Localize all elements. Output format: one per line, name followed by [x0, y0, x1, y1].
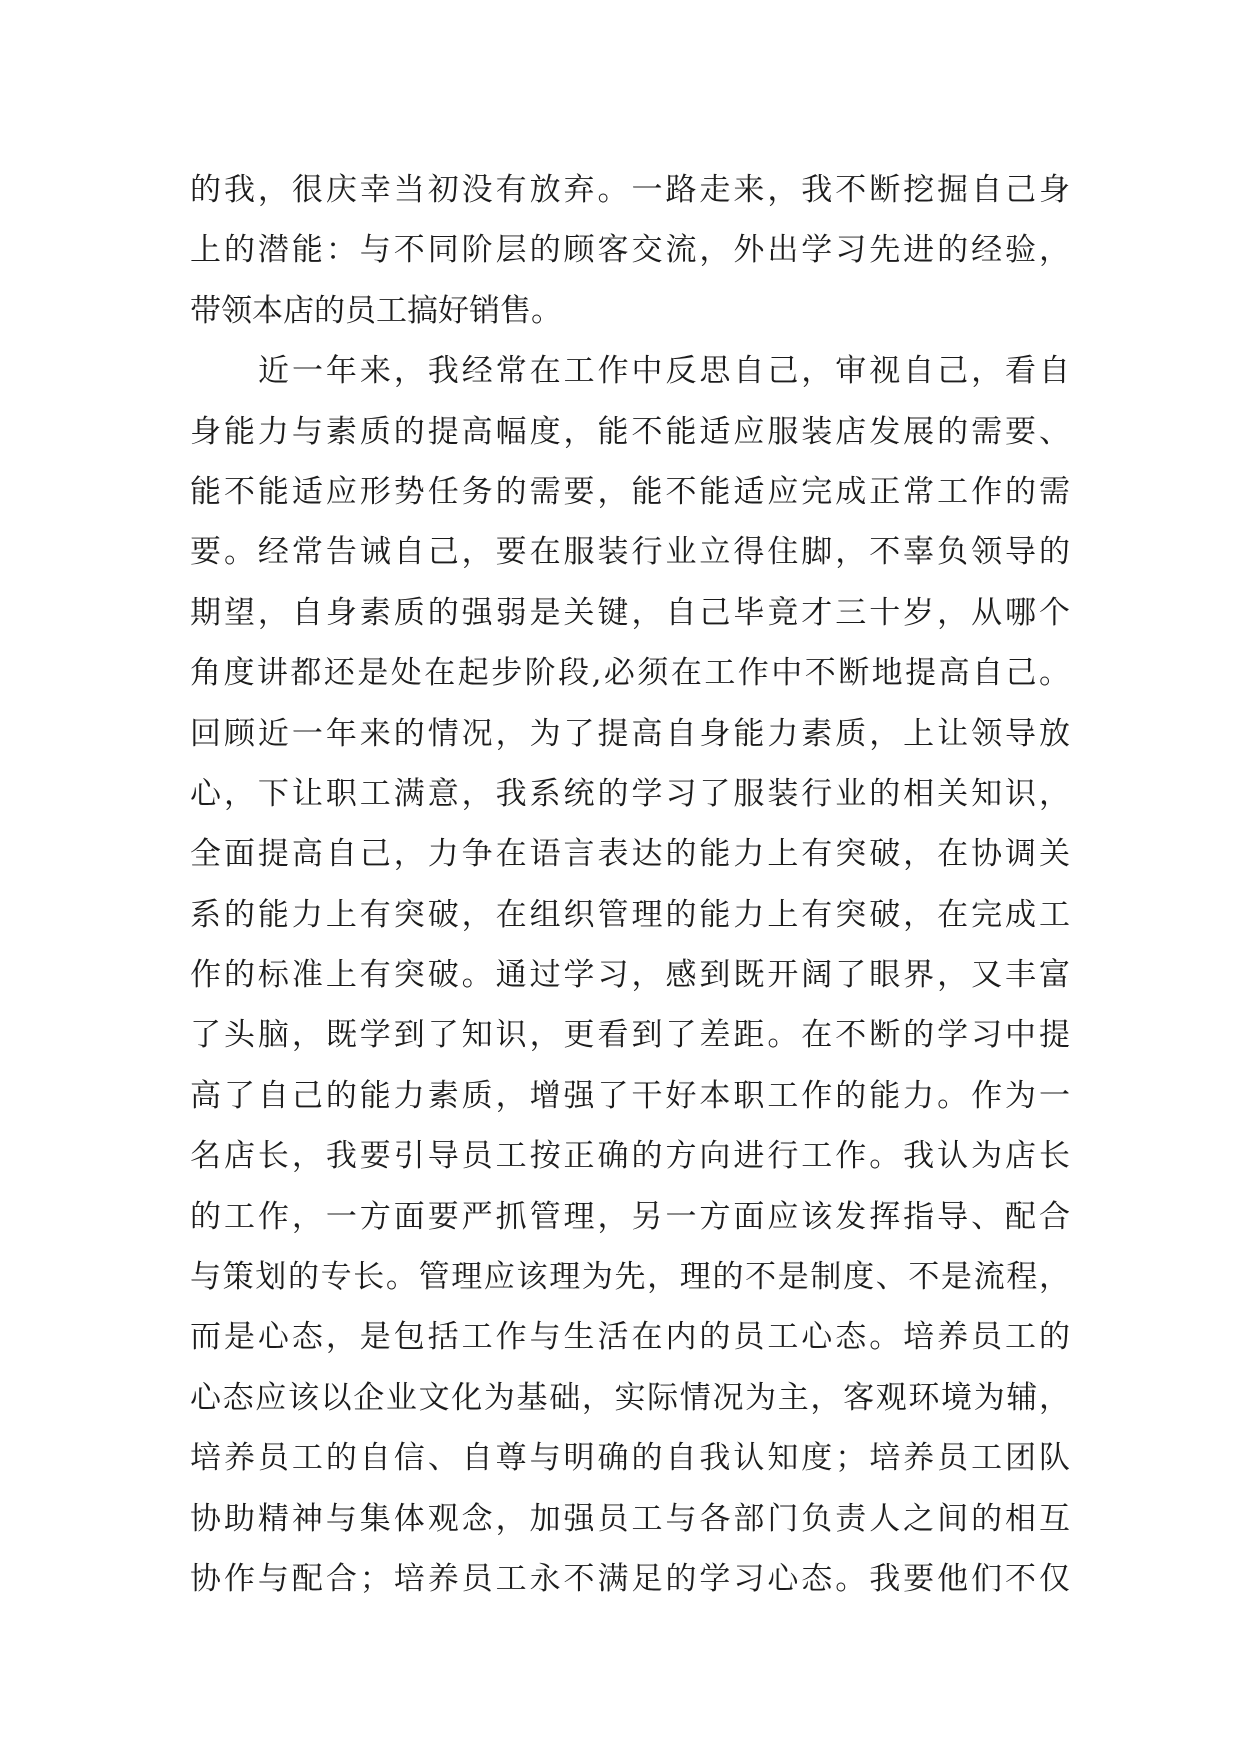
paragraph-2	[190, 341, 1070, 1670]
text-line: 全面提高自己，力争在语言表达的能力上有突破，在协调关	[190, 836, 1070, 873]
text-line: 上的潜能：与不同阶层的顾客交流，外出学习先进的经验，	[190, 232, 1070, 269]
text-line: 高了自己的能力素质，增强了干好本职工作的能力。作为一	[190, 1077, 1070, 1114]
text-line: 了头脑，既学到了知识，更看到了差距。在不断的学习中提	[190, 1017, 1070, 1054]
text-line: 回顾近一年来的情况，为了提高自身能力素质，上让领导放	[190, 715, 1070, 752]
text-line: 心态应该以企业文化为基础，实际情况为主，客观环境为辅，	[190, 1379, 1070, 1416]
text-line: 带领本店的员工搞好销售。	[190, 292, 562, 329]
text-line: 能不能适应形势任务的需要，能不能适应完成正常工作的需	[190, 473, 1070, 510]
paragraph-1	[190, 160, 1070, 341]
text-line: 系的能力上有突破，在组织管理的能力上有突破，在完成工	[190, 896, 1070, 933]
text-line: 期望，自身素质的强弱是关键，自己毕竟才三十岁，从哪个	[190, 594, 1070, 631]
text-line: 身能力与素质的提高幅度，能不能适应服装店发展的需要、	[190, 413, 1070, 450]
text-line: 作的标准上有突破。通过学习，感到既开阔了眼界，又丰富	[190, 957, 1070, 994]
text-line: 近一年来，我经常在工作中反思自己，审视自己，看自	[258, 353, 1070, 390]
text-line	[190, 1609, 1070, 1669]
text-line: 与策划的专长。管理应该理为先，理的不是制度、不是流程，	[190, 1259, 1070, 1296]
text-line: 培养员工的自信、自尊与明确的自我认知度；培养员工团队	[190, 1440, 1070, 1477]
text-line: 心，下让职工满意，我系统的学习了服装行业的相关知识，	[190, 775, 1070, 812]
text-line: 的工作，一方面要严抓管理，另一方面应该发挥指导、配合	[190, 1198, 1070, 1235]
text-line: 角度讲都还是处在起步阶段,必须在工作中不断地提高自己。	[190, 655, 1070, 692]
text-line: 协作与配合；培养员工永不满足的学习心态。我要他们不仅	[190, 1560, 1070, 1597]
body-text	[190, 160, 1070, 1670]
text-line: 要。经常告诫自己，要在服装行业立得住脚，不辜负领导的	[190, 534, 1070, 571]
text-line: 而是心态，是包括工作与生活在内的员工心态。培养员工的	[190, 1319, 1070, 1356]
text-line: 名店长，我要引导员工按正确的方向进行工作。我认为店长	[190, 1138, 1070, 1175]
text-line: 协助精神与集体观念，加强员工与各部门负责人之间的相互	[190, 1500, 1070, 1537]
text-line: 的我，很庆幸当初没有放弃。一路走来，我不断挖掘自己身	[190, 172, 1070, 208]
